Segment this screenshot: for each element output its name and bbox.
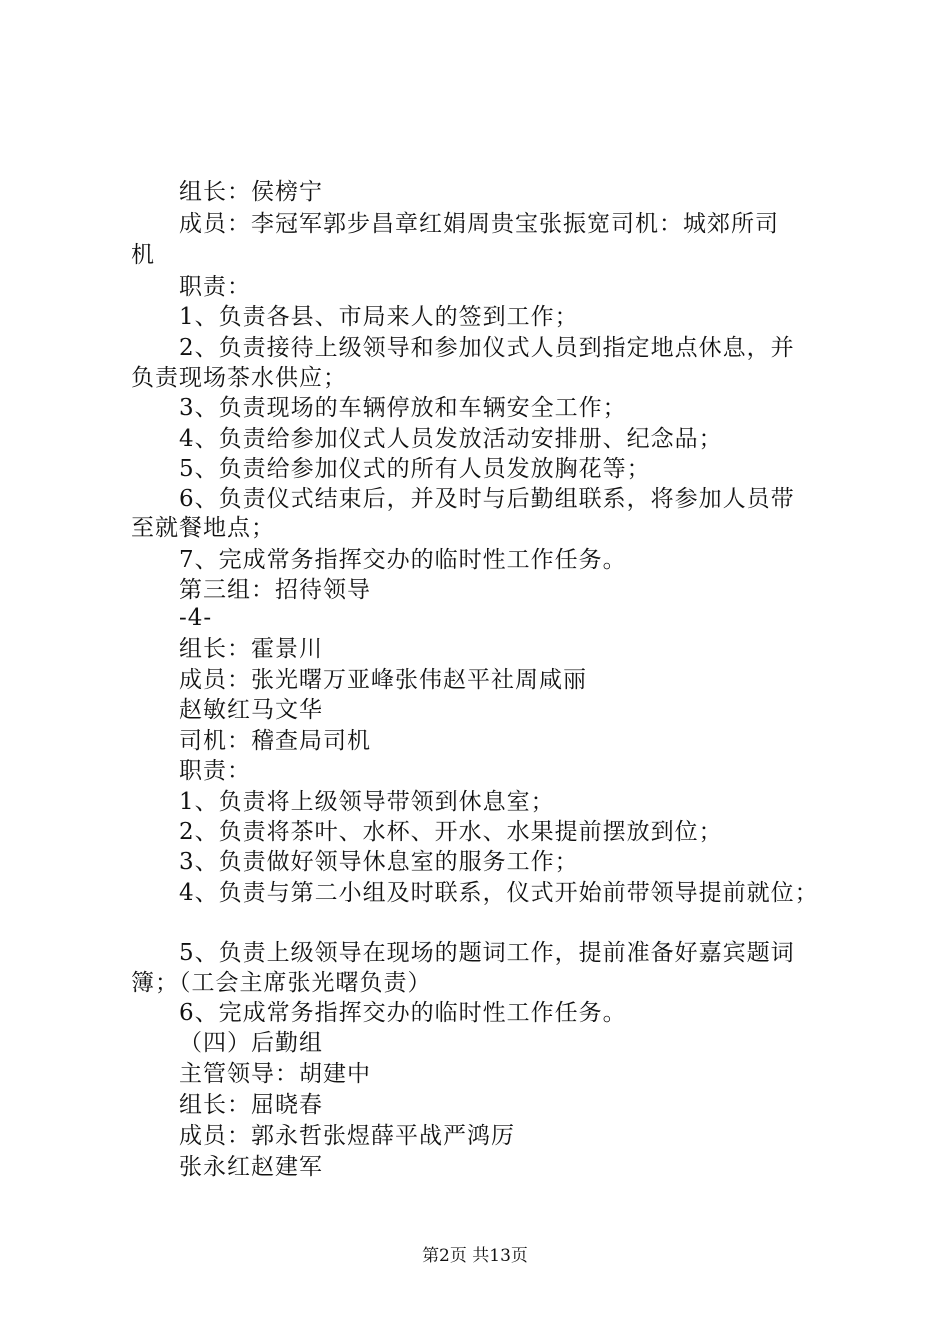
duty-item: 1、负责将上级领导带领到休息室； — [179, 789, 555, 815]
text-line: 至就餐地点； — [131, 515, 275, 541]
duty-item: 4、负责给参加仪式人员发放活动安排册、纪念品； — [179, 426, 723, 452]
duty-item: 2、负责将茶叶、水杯、开水、水果提前摆放到位； — [179, 819, 723, 845]
supervisor-line: 主管领导：胡建中 — [179, 1061, 371, 1087]
text-line: 簿；（工会主席张光曙负责） — [131, 970, 432, 996]
duty-item: 5、负责上级领导在现场的题词工作，提前准备好嘉宾题词 — [179, 940, 795, 966]
section-heading: 第三组：招待领导 — [179, 577, 371, 603]
duty-item: 2、负责接待上级领导和参加仪式人员到指定地点休息，并 — [179, 335, 795, 361]
duties-heading: 职责： — [179, 758, 251, 784]
page-number-footer: 第2页 共13页 — [422, 1246, 528, 1266]
driver-line: 司机：稽查局司机 — [179, 728, 371, 754]
duty-item: 1、负责各县、市局来人的签到工作； — [179, 304, 579, 330]
members-line: 赵敏红马文华 — [179, 697, 323, 723]
group-leader-line: 组长：侯榜宁 — [179, 179, 323, 205]
section-heading: （四）后勤组 — [179, 1030, 323, 1056]
duty-item: 3、负责现场的车辆停放和车辆安全工作； — [179, 395, 627, 421]
duty-item: 7、完成常务指挥交办的临时性工作任务。 — [179, 547, 627, 573]
group-leader-line: 组长：屈晓春 — [179, 1092, 323, 1118]
duties-heading: 职责： — [179, 274, 251, 300]
duty-item: 6、负责仪式结束后，并及时与后勤组联系，将参加人员带 — [179, 486, 795, 512]
members-line: 成员：张光曙万亚峰张伟赵平社周咸丽 — [179, 667, 587, 693]
page-marker: -4- — [179, 605, 213, 631]
duty-item: 6、完成常务指挥交办的临时性工作任务。 — [179, 1000, 627, 1026]
members-line: 成员：李冠军郭步昌章红娟周贵宝张振宽司机：城郊所司 — [179, 211, 779, 237]
duty-item: 3、负责做好领导休息室的服务工作； — [179, 849, 579, 875]
text-line: 负责现场茶水供应； — [131, 365, 347, 391]
members-line: 成员：郭永哲张煜薛平战严鸿厉 — [179, 1123, 515, 1149]
members-line: 张永红赵建军 — [179, 1154, 323, 1180]
group-leader-line: 组长：霍景川 — [179, 636, 323, 662]
text-line: 机 — [131, 242, 155, 268]
duty-item: 5、负责给参加仪式的所有人员发放胸花等； — [179, 456, 651, 482]
duty-item: 4、负责与第二小组及时联系，仪式开始前带领导提前就位； — [179, 880, 819, 906]
